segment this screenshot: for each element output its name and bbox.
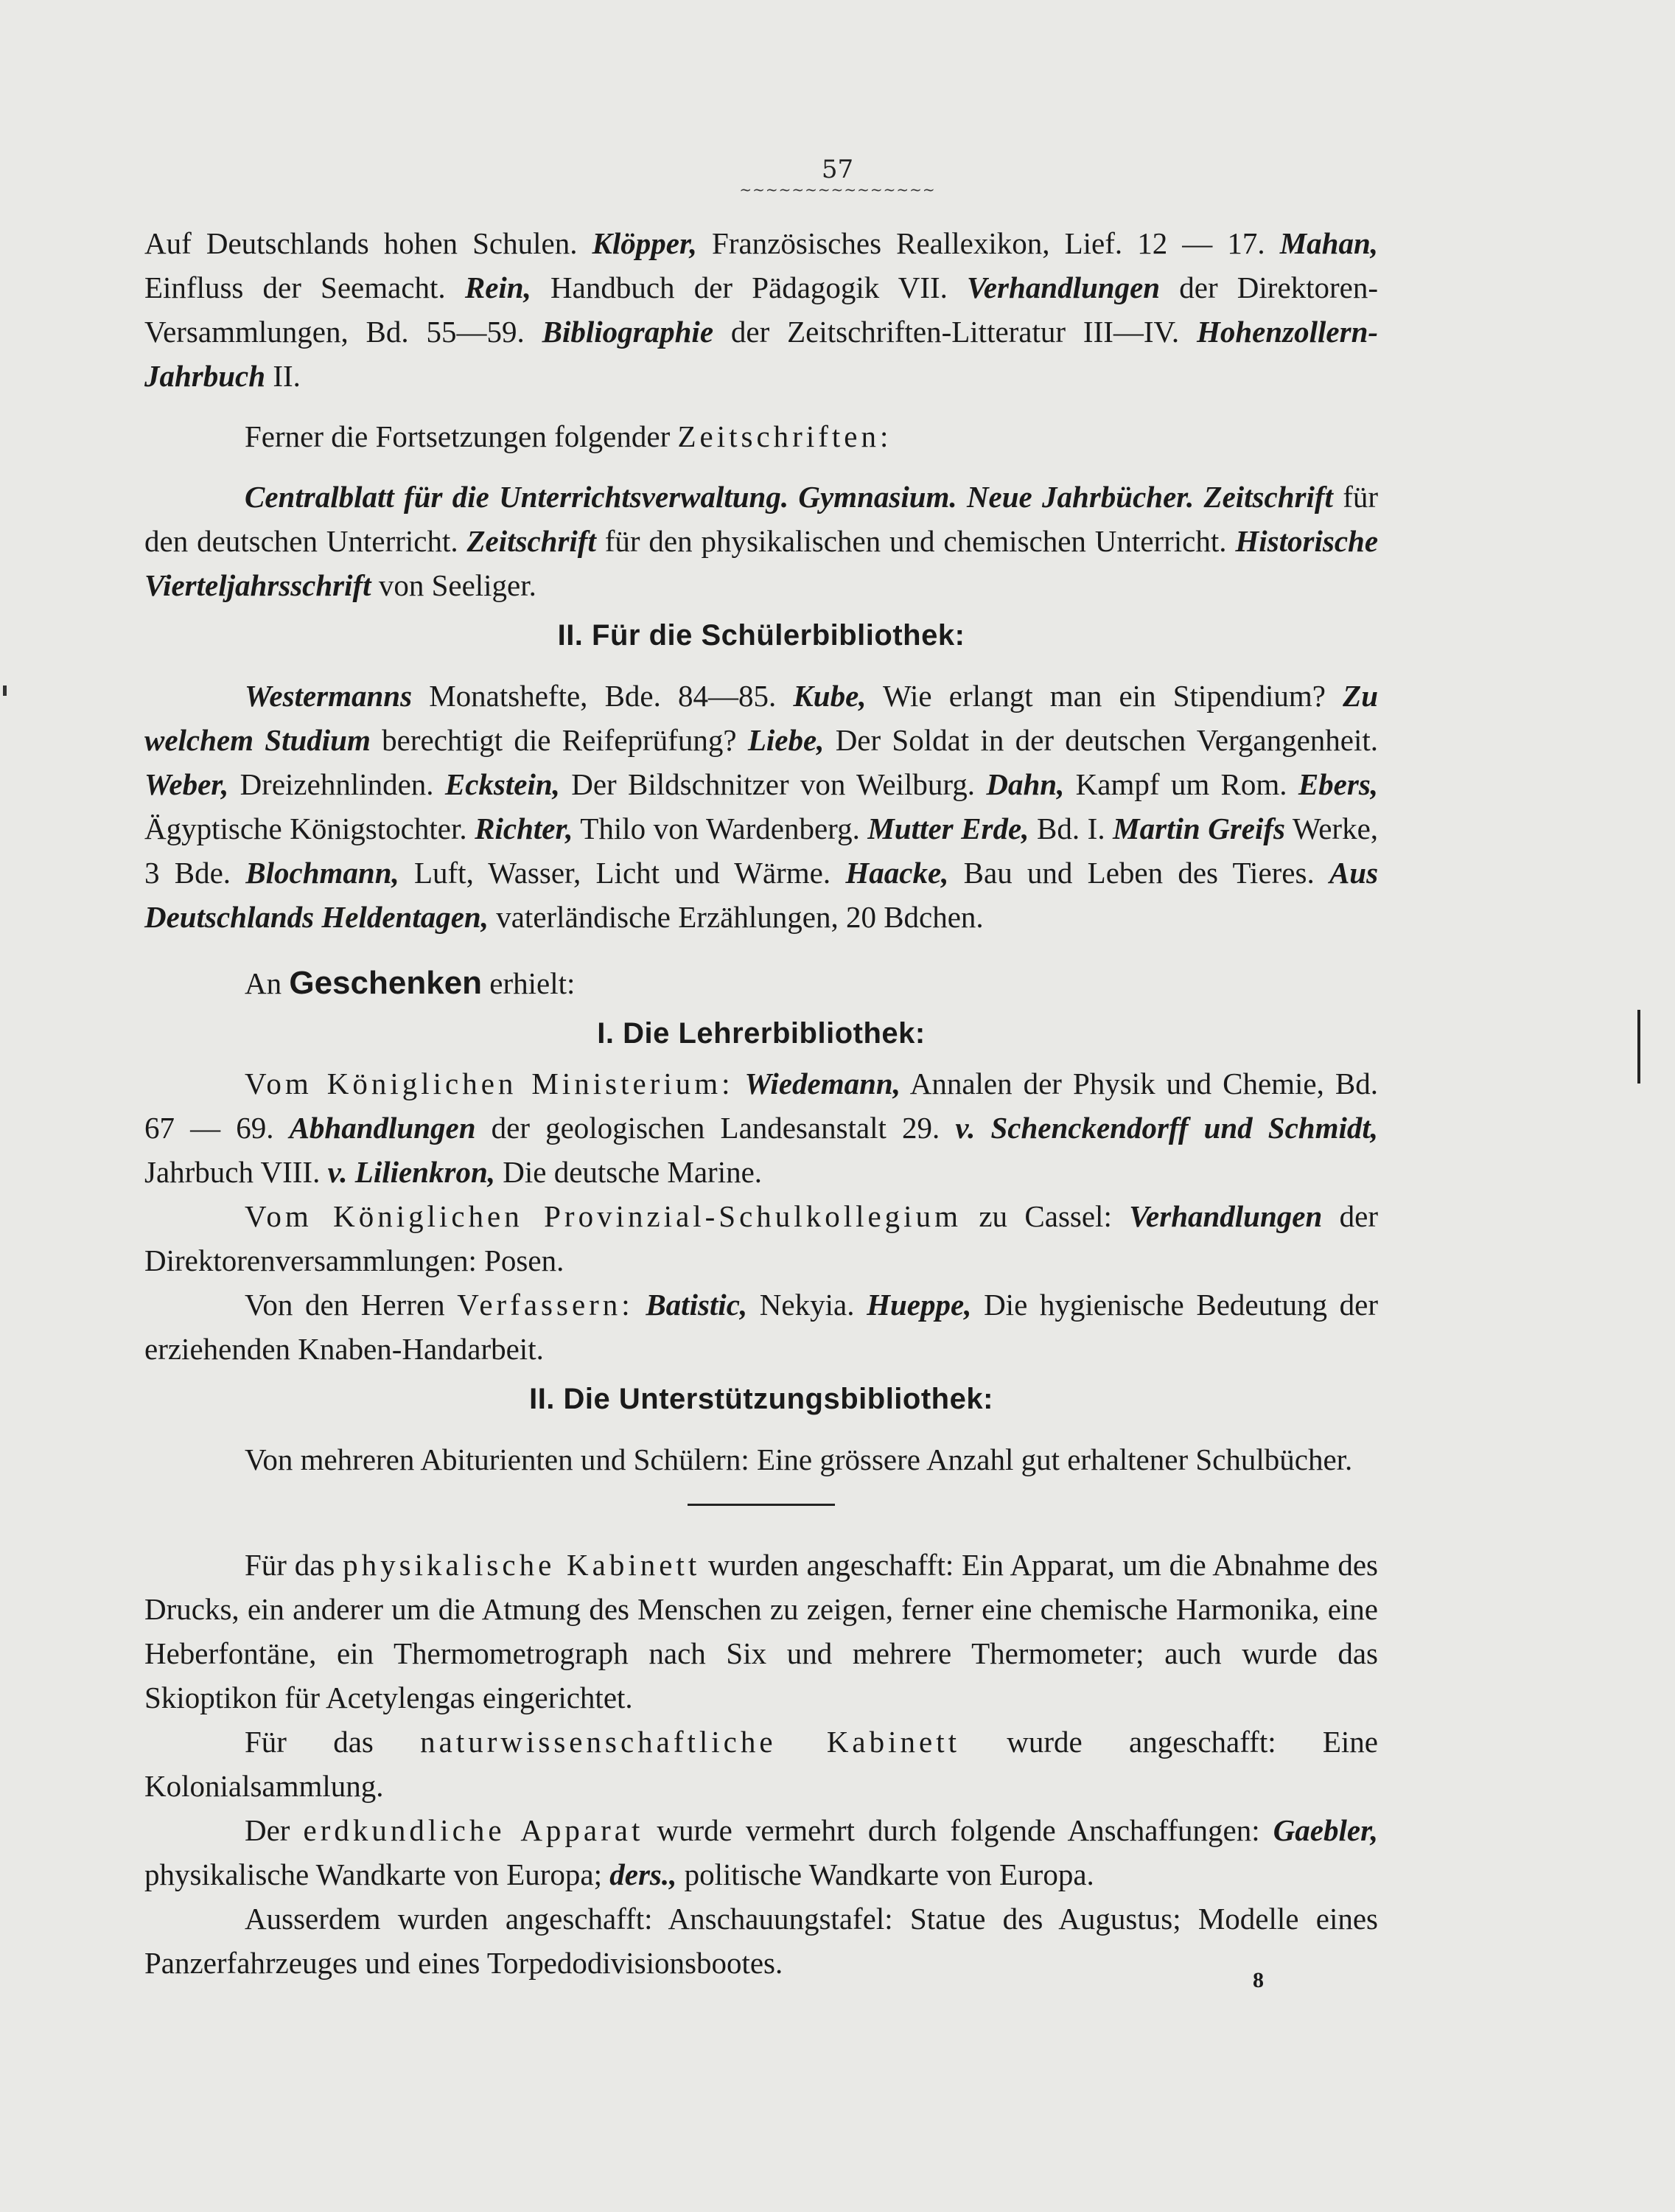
page-body bbox=[144, 221, 1378, 1985]
paragraph-physics-cabinet: Für das physikalische Kabinett wurden angeschafft: Ein Apparat, um die Abnahme des Drucks, ein anderer um die Atmung des Menschen zu zeigen, ferner eine chemische Harmonika, eine Heberfontäne, ein Thermometrograph nach Six und mehrere Thermometer; auch wurde das Skioptikon für Acetylengas eingerichtet. bbox=[144, 1548, 1379, 1714]
paragraph-gifts-intro: An Geschenken erhielt: bbox=[245, 965, 576, 1001]
signature-mark: 8 bbox=[1253, 1968, 1264, 1992]
heading-schuelerbibliothek: II. Für die Schülerbibliothek: bbox=[557, 619, 965, 652]
paragraph-geography-apparatus: Der erdkundliche Apparat wurde vermehrt durch folgende Anschaffungen: Gaebler, physikalische Wandkarte von Europa; ders., politische Wandkarte von Europa. bbox=[144, 1813, 1379, 1891]
paragraph-additional-acquisitions: Ausserdem wurden angeschafft: Anschauungstafel: Statue des Augustus; Modelle eines Panzerfahrzeuges und eines Torpedodivisionsbootes. bbox=[144, 1902, 1378, 1980]
paragraph-natural-science-cabinet: Für das naturwissenschaftliche Kabinett wurde angeschafft: Eine Kolonialsammlung. bbox=[144, 1725, 1378, 1803]
paragraph-ministry-gift: Vom Königlichen Ministerium: Wiedemann, Annalen der Physik und Chemie, Bd. 67 — 69. Abhandlungen der geologischen Landesanstalt 29. v. Schenckendorff und Schmidt, Jahrbuch VIII. v. Lilienkron, Die deutsche Marine. bbox=[144, 1067, 1379, 1189]
paragraph-support-library: Von mehreren Abiturienten und Schülern: Eine grössere Anzahl gut erhaltener Schulbücher. bbox=[245, 1442, 1353, 1476]
heading-lehrerbibliothek: I. Die Lehrerbibliothek: bbox=[597, 1017, 926, 1050]
heading-unterstuetzungsbibliothek: II. Die Unterstützungsbibliothek: bbox=[529, 1383, 993, 1415]
section-divider bbox=[688, 1504, 835, 1506]
paragraph-provincial-gift: Vom Königlichen Provinzial-Schulkollegium zu Cassel: Verhandlungen der Direktorenversammlungen: Posen. bbox=[144, 1199, 1379, 1277]
scan-edge-mark bbox=[3, 685, 7, 696]
paragraph-periodicals: Centralblatt für die Unterrichtsverwaltung. Gymnasium. Neue Jahrbücher. Zeitschrift für den deutschen Unterricht. Zeitschrift für den physikalischen und chemischen Unterricht. Historische Vierteljahrsschrift von Seeliger. bbox=[144, 480, 1379, 602]
margin-rule bbox=[1637, 1010, 1640, 1084]
page-ornament: ~~~~~~~~~~~~~~~ bbox=[739, 181, 936, 198]
paragraph-periodicals-intro: Ferner die Fortsetzungen folgender Zeitschriften: bbox=[245, 419, 892, 453]
page-number: 57 bbox=[821, 155, 854, 184]
paragraph-student-library: Westermanns Monatshefte, Bde. 84—85. Kube, Wie erlangt man ein Stipendium? Zu welchem Studium berechtigt die Reifeprüfung? Liebe, Der Soldat in der deutschen Vergangenheit. Weber, Dreizehnlinden. Eckstein, Der Bildschnitzer von Weilburg. Dahn, Kampf um Rom. Ebers, Ägyptische Königstochter. Richter, Thilo von Wardenberg. Mutter Erde, Bd. I. Martin Greifs Werke, 3 Bde. Blochmann, Luft, Wasser, Licht und Wärme. Haacke, Bau und Leben des Tieres. Aus Deutschlands Heldentagen, vaterländische Erzählungen, 20 Bdchen. bbox=[144, 679, 1379, 934]
page-header bbox=[0, 155, 1675, 198]
paragraph-authors-gift: Von den Herren Verfassern: Batistic, Nekyia. Hueppe, Die hygienische Bedeutung der erziehenden Knaben-Handarbeit. bbox=[144, 1288, 1379, 1366]
paragraph-book-list: Auf Deutschlands hohen Schulen. Klöpper, Französisches Reallexikon, Lief. 12 — 17. Mahan, Einfluss der Seemacht. Rein, Handbuch der Pädagogik VII. Verhandlungen der Direktoren-Versammlungen, Bd. 55—59. Bibliographie der Zeitschriften-Litteratur III—IV. Hohenzollern-Jahrbuch II. bbox=[144, 226, 1379, 393]
